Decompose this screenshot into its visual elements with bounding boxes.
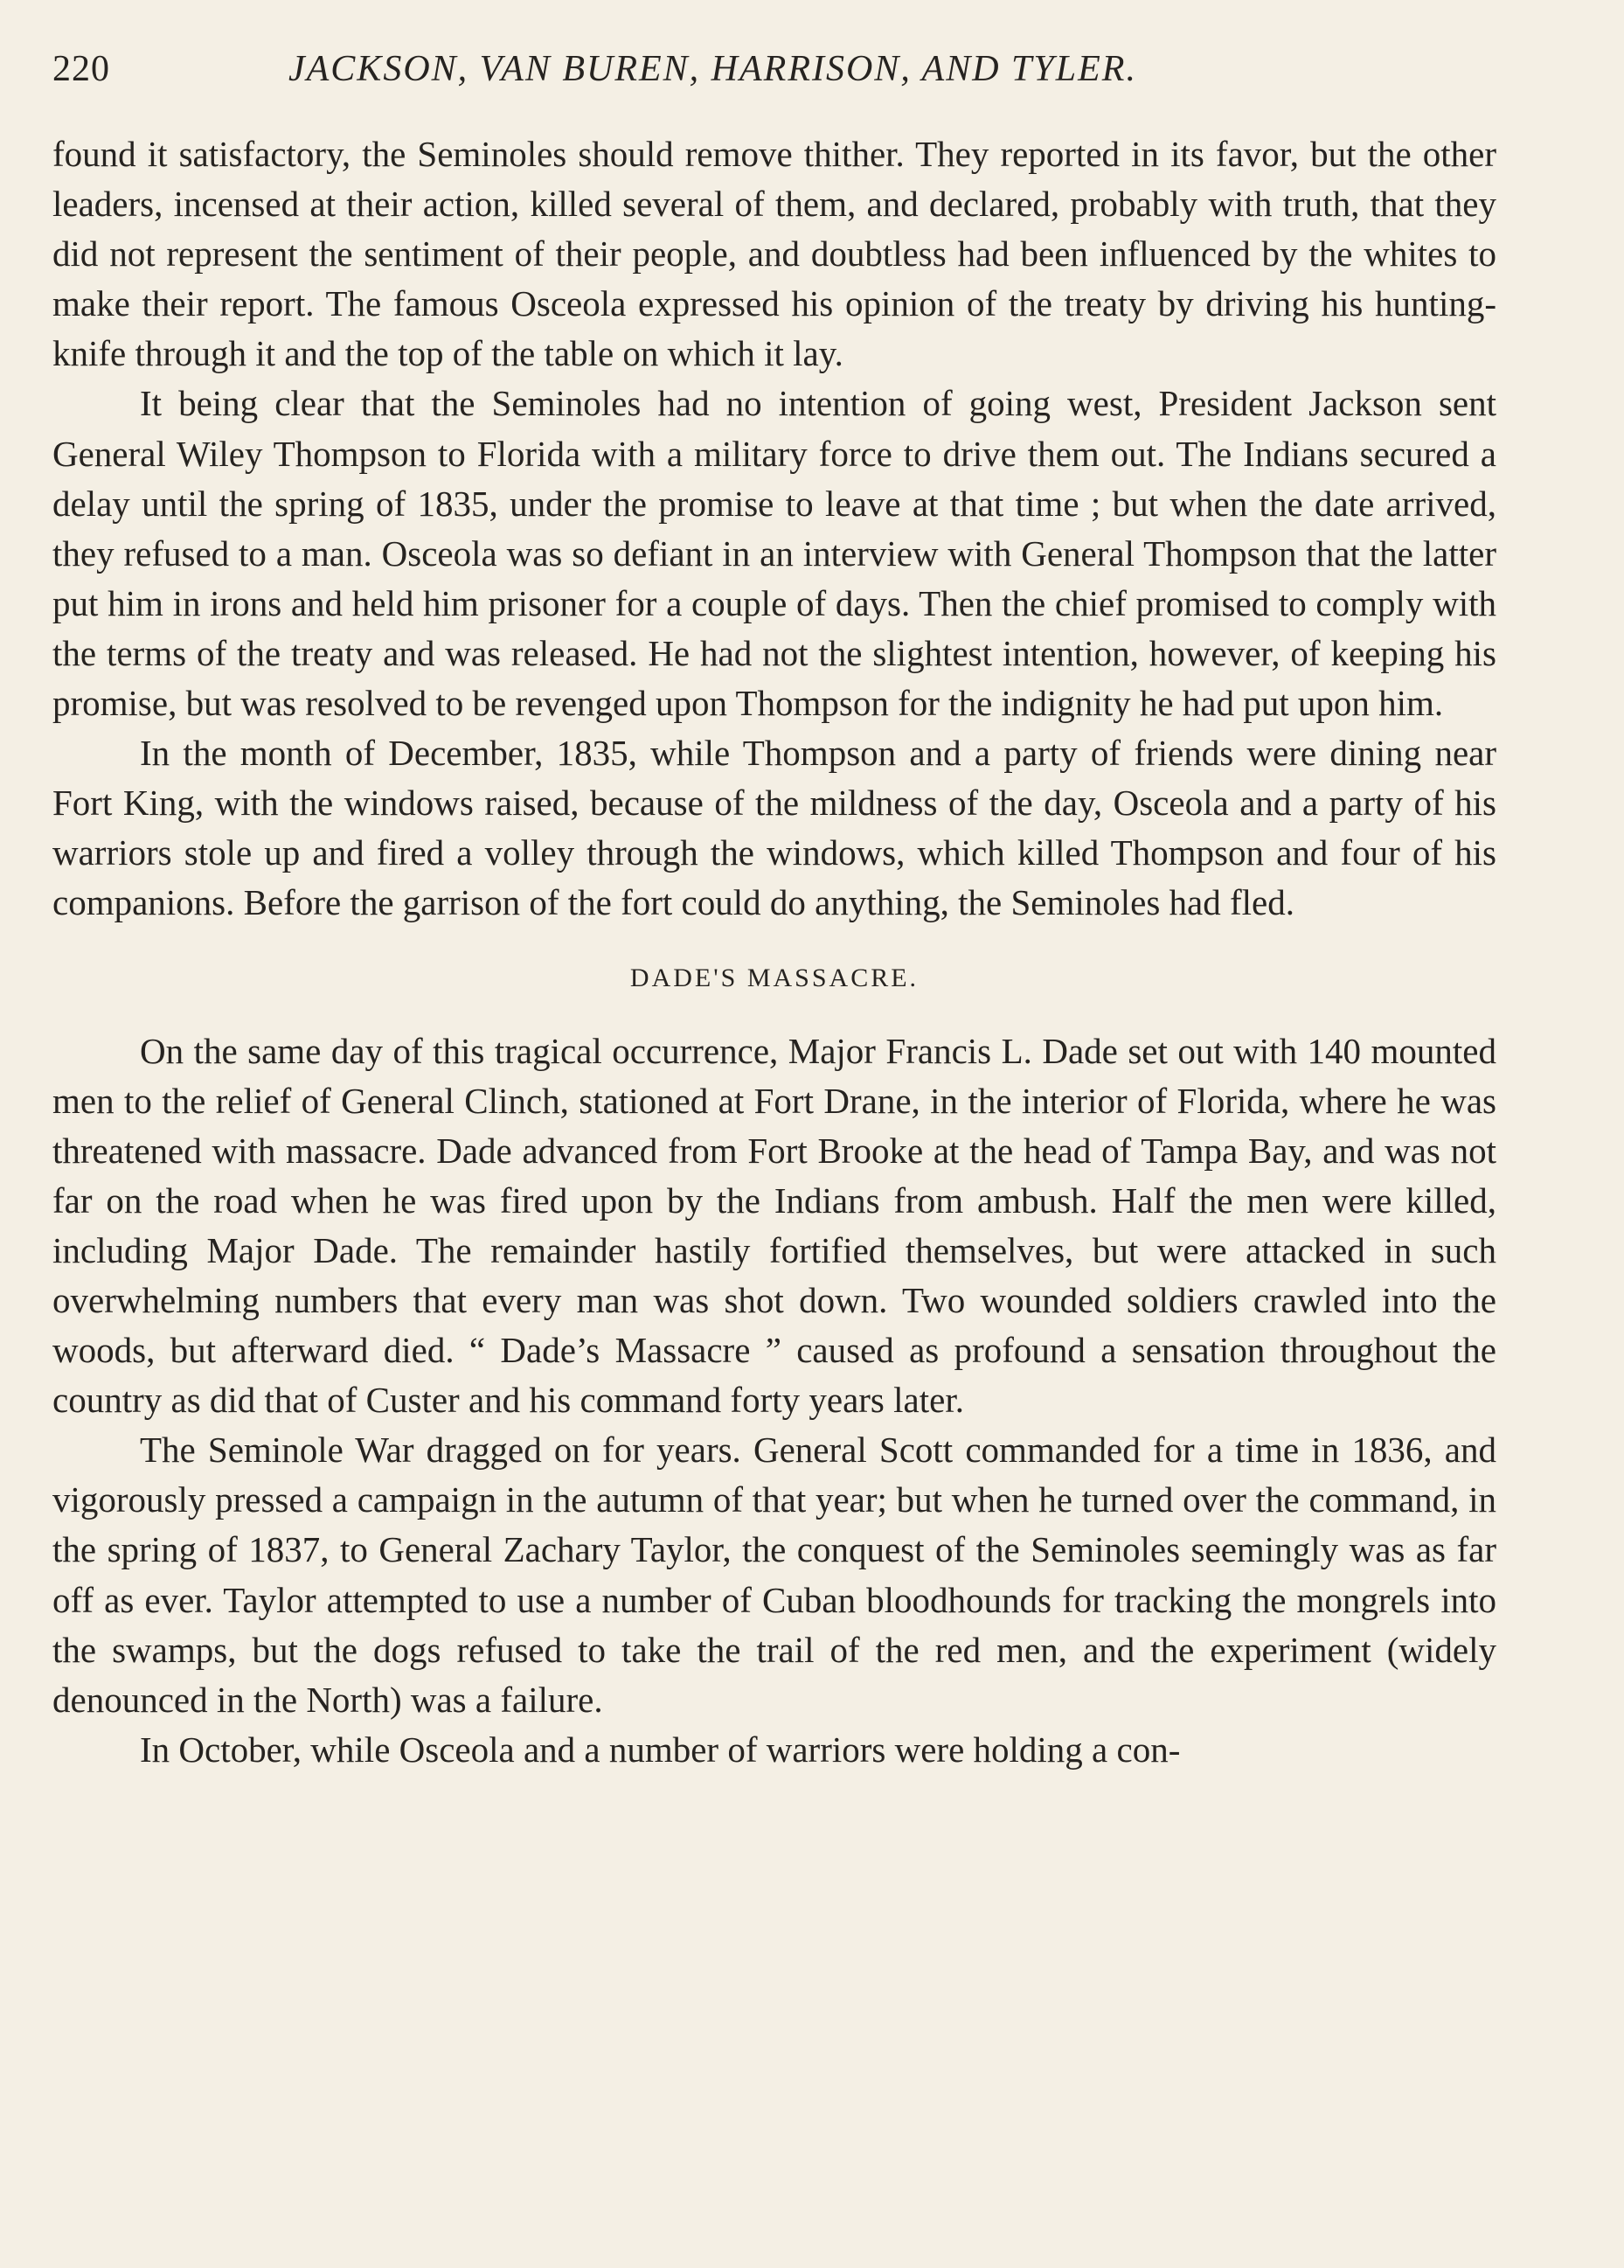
paragraph-continuation: found it satisfactory, the Seminoles should remove thither. They reported in its favor, but the other leaders, incensed at their action, killed several of them, and declared, probably with truth, that they did not represent the sentiment of their people, and doubtless had been influenced by the whites to make their report. The famous Osceola expressed his opinion of the treaty by driving his hunting-knife through it and the top of the table on which it lay. xyxy=(52,134,1496,374)
paragraph: In October, while Osceola and a number of warriors were holding a con- xyxy=(140,1729,1181,1770)
paragraph: It being clear that the Seminoles had no intention of going west, President Jackson sent General Wiley Thompson to Florida with a military force to drive them out. The Indians secured a delay until the spring of 1835, under the promise to leave at that time ; but when the date arrived, they refused to a man. Osceola was so defiant in an interview with General Thompson that the latter put him in irons and held him prisoner for a couple of days. Then the chief promised to comply with the terms of the treaty and was released. He had not the slightest intention, however, of keeping his promise, but was resolved to be revenged upon Thompson for the indignity he had put upon him. xyxy=(52,383,1496,724)
page-body xyxy=(52,129,1496,1775)
paragraph: The Seminole War dragged on for years. General Scott commanded for a time in 1836, and vigorously pressed a campaign in the autumn of that year; but when he turned over the command, in the spring of 1837, to General Zachary Taylor, the conquest of the Seminoles seemingly was as far off as ever. Taylor attempted to use a number of Cuban bloodhounds for tracking the mongrels into the swamps, but the dogs refused to take the trail of the red men, and the experiment (widely denounced in the North) was a failure. xyxy=(52,1430,1496,1720)
running-title: JACKSON, VAN BUREN, HARRISON, AND TYLER. xyxy=(288,49,1137,89)
paragraph: On the same day of this tragical occurrence, Major Francis L. Dade set out with 140 mounted men to the relief of General Clinch, stationed at Fort Drane, in the interior of Florida, where he was threatened with massacre. Dade advanced from Fort Brooke at the head of Tampa Bay, and was not far on the road when he was fired upon by the Indians from ambush. Half the men were killed, including Major Dade. The remainder hastily fortified themselves, but were attacked in such overwhelming numbers that every man was shot down. Two wounded soldiers crawled into the woods, but afterward died. “ Dade’s Massacre ” caused as profound a sensation throughout the country as did that of Custer and his command forty years later. xyxy=(52,1030,1496,1421)
page-header xyxy=(52,48,1538,109)
paragraph: In the month of December, 1835, while Thompson and a party of friends were dining near Fort King, with the windows raised, because of the mildness of the day, Osceola and a party of his warriors stole up and fired a volley through the windows, which killed Thompson and four of his companions. Before the garrison of the fort could do anything, the Seminoles had fled. xyxy=(52,733,1496,923)
section-heading: DADE'S MASSACRE. xyxy=(629,963,920,992)
page-number: 220 xyxy=(52,49,110,89)
